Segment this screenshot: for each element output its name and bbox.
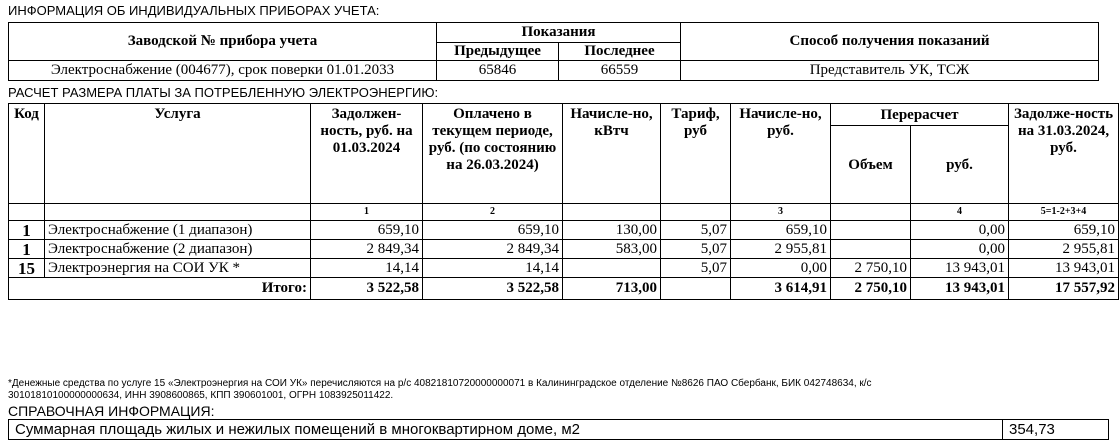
meter-last: 66559 [559, 61, 681, 81]
row-charged-kwh: 583,00 [563, 240, 661, 259]
row-charged-rub: 2 955,81 [731, 240, 831, 259]
paid-header: Оплачено в текущем периоде, руб. (по состоянию на 26.03.2024) [423, 104, 563, 204]
meter-previous: 65846 [437, 61, 559, 81]
row-debt-end: 659,10 [1009, 221, 1119, 240]
row-paid: 14,14 [423, 259, 563, 278]
charged-rub-header: Начисле-но, руб. [731, 104, 831, 204]
row-recalc-volume [831, 221, 911, 240]
colnum-1: 1 [311, 204, 423, 221]
previous-header: Предыдущее [437, 43, 559, 61]
total-debt-start: 3 522,58 [311, 278, 423, 300]
reference-row [9, 420, 1109, 440]
reference-label: Суммарная площадь жилых и нежилых помещений в многоквартирном доме, м2 [9, 420, 1003, 440]
charges-table [8, 103, 1119, 300]
column-numbers-row [9, 204, 1119, 221]
row-recalc-volume: 2 750,10 [831, 259, 911, 278]
row-debt-start: 14,14 [311, 259, 423, 278]
reference-table [8, 419, 1109, 440]
row-code: 15 [9, 259, 45, 278]
debt-start-header: Задолжен-ность, руб. на 01.03.2024 [311, 104, 423, 204]
row-debt-start: 659,10 [311, 221, 423, 240]
row-charged-kwh: 130,00 [563, 221, 661, 240]
row-recalc-rub: 0,00 [911, 240, 1009, 259]
row-service: Электроснабжение (1 диапазон) [45, 221, 311, 240]
tariff-header: Тариф, руб [661, 104, 731, 204]
code-header: Код [9, 104, 45, 204]
readings-header: Показания [437, 23, 681, 43]
row-tariff: 5,07 [661, 221, 731, 240]
service-header: Услуга [45, 104, 311, 204]
total-charged-rub: 3 614,91 [731, 278, 831, 300]
row-recalc-rub: 0,00 [911, 221, 1009, 240]
debt-end-header: Задолже-ность на 31.03.2024, руб. [1009, 104, 1119, 204]
total-label: Итого: [9, 278, 311, 300]
recalc-rub-header: руб. [911, 126, 1009, 204]
colnum-5: 5=1-2+3+4 [1009, 204, 1119, 221]
row-tariff: 5,07 [661, 259, 731, 278]
row-paid: 659,10 [423, 221, 563, 240]
last-header: Последнее [559, 43, 681, 61]
total-row [9, 278, 1119, 300]
row-service: Электроэнергия на СОИ УК * [45, 259, 311, 278]
charged-kwh-header: Начисле-но, кВтч [563, 104, 661, 204]
total-recalc-volume: 2 750,10 [831, 278, 911, 300]
row-tariff: 5,07 [661, 240, 731, 259]
colnum-4: 4 [911, 204, 1009, 221]
row-paid: 2 849,34 [423, 240, 563, 259]
reference-value: 354,73 [1003, 420, 1109, 440]
row-recalc-rub: 13 943,01 [911, 259, 1009, 278]
table-row [9, 240, 1119, 259]
table-row [9, 221, 1119, 240]
total-recalc-rub: 13 943,01 [911, 278, 1009, 300]
charges-section-title: РАСЧЕТ РАЗМЕРА ПЛАТЫ ЗА ПОТРЕБЛЕННУЮ ЭЛЕКТРОЭНЕРГИЮ: [8, 85, 439, 100]
footnote [8, 378, 1068, 402]
row-recalc-volume [831, 240, 911, 259]
row-charged-rub: 0,00 [731, 259, 831, 278]
recalc-volume-header: Объем [831, 126, 911, 204]
row-code: 1 [9, 240, 45, 259]
meter-section-title: ИНФОРМАЦИЯ ОБ ИНДИВИДУАЛЬНЫХ ПРИБОРАХ УЧЕТА: [8, 3, 380, 18]
colnum-3: 3 [731, 204, 831, 221]
row-charged-kwh [563, 259, 661, 278]
colnum-2: 2 [423, 204, 563, 221]
row-charged-rub: 659,10 [731, 221, 831, 240]
row-debt-start: 2 849,34 [311, 240, 423, 259]
total-paid: 3 522,58 [423, 278, 563, 300]
total-charged-kwh: 713,00 [563, 278, 661, 300]
table-row [9, 259, 1119, 278]
meter-serial: Электроснабжение (004677), срок поверки 01.01.2033 [9, 61, 437, 81]
row-service: Электроснабжение (2 диапазон) [45, 240, 311, 259]
footnote-line-1: *Денежные средства по услуге 15 «Электроэнергия на СОИ УК» перечисляются на р/с 40821810720000000071 в Калининградское отделение №8626 ПАО Сбербанк, БИК 042748634, к/с [8, 378, 872, 389]
total-debt-end: 17 557,92 [1009, 278, 1119, 300]
reference-section-title: СПРАВОЧНАЯ ИНФОРМАЦИЯ: [8, 403, 215, 419]
meter-method: Представитель УК, ТСЖ [681, 61, 1099, 81]
serial-header: Заводской № прибора учета [9, 23, 437, 61]
row-debt-end: 13 943,01 [1009, 259, 1119, 278]
footnote-line-2: 30101810100000000634, ИНН 3908600865, КПП 390601001, ОГРН 1083925011422. [8, 390, 394, 401]
row-debt-end: 2 955,81 [1009, 240, 1119, 259]
method-header: Способ получения показаний [681, 23, 1099, 61]
row-code: 1 [9, 221, 45, 240]
meter-table [8, 22, 1099, 81]
recalc-header: Перерасчет [831, 104, 1009, 126]
